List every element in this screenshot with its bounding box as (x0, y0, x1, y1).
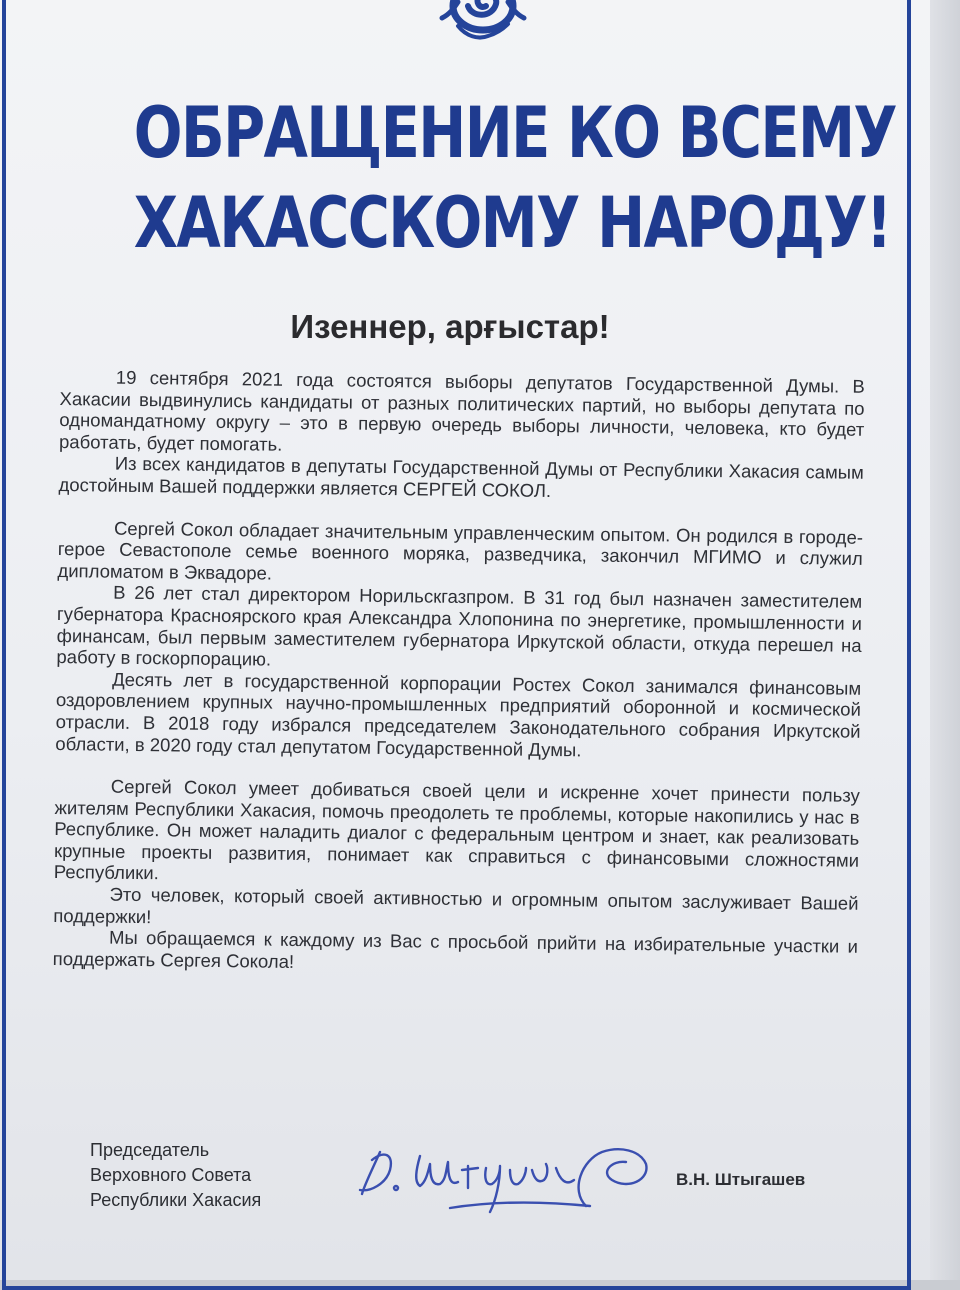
signer-name: В.Н. Штыгашев (676, 1170, 806, 1189)
paragraph-7: Это человек, который своей активностью и огромным опытом заслуживает Вашей поддержки! (53, 883, 859, 927)
signer-title-line-3: Республики Хакасия (90, 1190, 262, 1210)
appeal-body (53, 366, 865, 979)
headline-line-1: ОБРАЩЕНИЕ КО ВСЕМУ (133, 92, 897, 174)
headline (133, 88, 897, 268)
paragraph-2: Из всех кандидатов в депутаты Государственной Думы от Республики Хакасия самым достойным Вашей поддержки является СЕРГЕЙ СОКОЛ. (58, 453, 864, 501)
paragraph-8: Мы обращаемся к каждому из Вас с просьбой прийти на избирательные участки и поддержать Сергея Сокола! (52, 926, 859, 972)
paragraph-4: В 26 лет стал директором Норильскгазпром. В 31 год был назначен заместителем губернатора Красноярского края Александра Хлопонина по энергетике, промышленности и финансам, был первым заместителем губернатора Иркутской области, откуда перешел на работу в госкорпорацию. (56, 582, 863, 670)
headline-line-2: ХАКАССКОМУ НАРОДУ! (133, 182, 891, 264)
party-emblem-icon (428, 0, 538, 48)
signer-title (90, 1138, 330, 1213)
greeting: Изеннер, арғыстар! (290, 308, 610, 345)
paragraph-6: Сергей Сокол умеет добиваться своей цели и искренне хочет принести пользу жителям Республики Хакасия, помочь преодолеть те проблемы, которые накопились у нас в Республике. Он может наладить диалог с федеральным центром и знает, как реализовать крупные проекты развития, понимает как справиться с финансовыми сложностями Республики. (53, 775, 860, 884)
signer-title-line-1: Председатель (90, 1140, 210, 1160)
signer-title-line-2: Верховного Совета (90, 1165, 252, 1185)
paragraph-1: 19 сентября 2021 года состоятся выборы депутатов Государственной Думы. В Хакасии выдвинулись кандидаты от разных политических партий, но выборы депутата по одномандатному округу – это в первую очередь выборы личности, человека, кто будет работать, будет помогать. (58, 366, 865, 455)
handwritten-signature (350, 1120, 670, 1230)
paragraph-3: Сергей Сокол обладает значительным управленческим опытом. Он родился в городе-герое Севастополе семье военного моряка, разведчика, закончил МГИМО и служил дипломатом в Эквадоре. (57, 517, 864, 584)
page-shadow (930, 0, 960, 1280)
paragraph-5: Десять лет в государственной корпорации Ростех Сокол занимался финансовым оздоровлением крупных научно-промышленных предприятий оборонной и космической отрасли. В 2018 году избрался председателем Законодательного собрания Иркутской области, в 2020 году стал депутатом Государственной Думы. (55, 668, 862, 760)
